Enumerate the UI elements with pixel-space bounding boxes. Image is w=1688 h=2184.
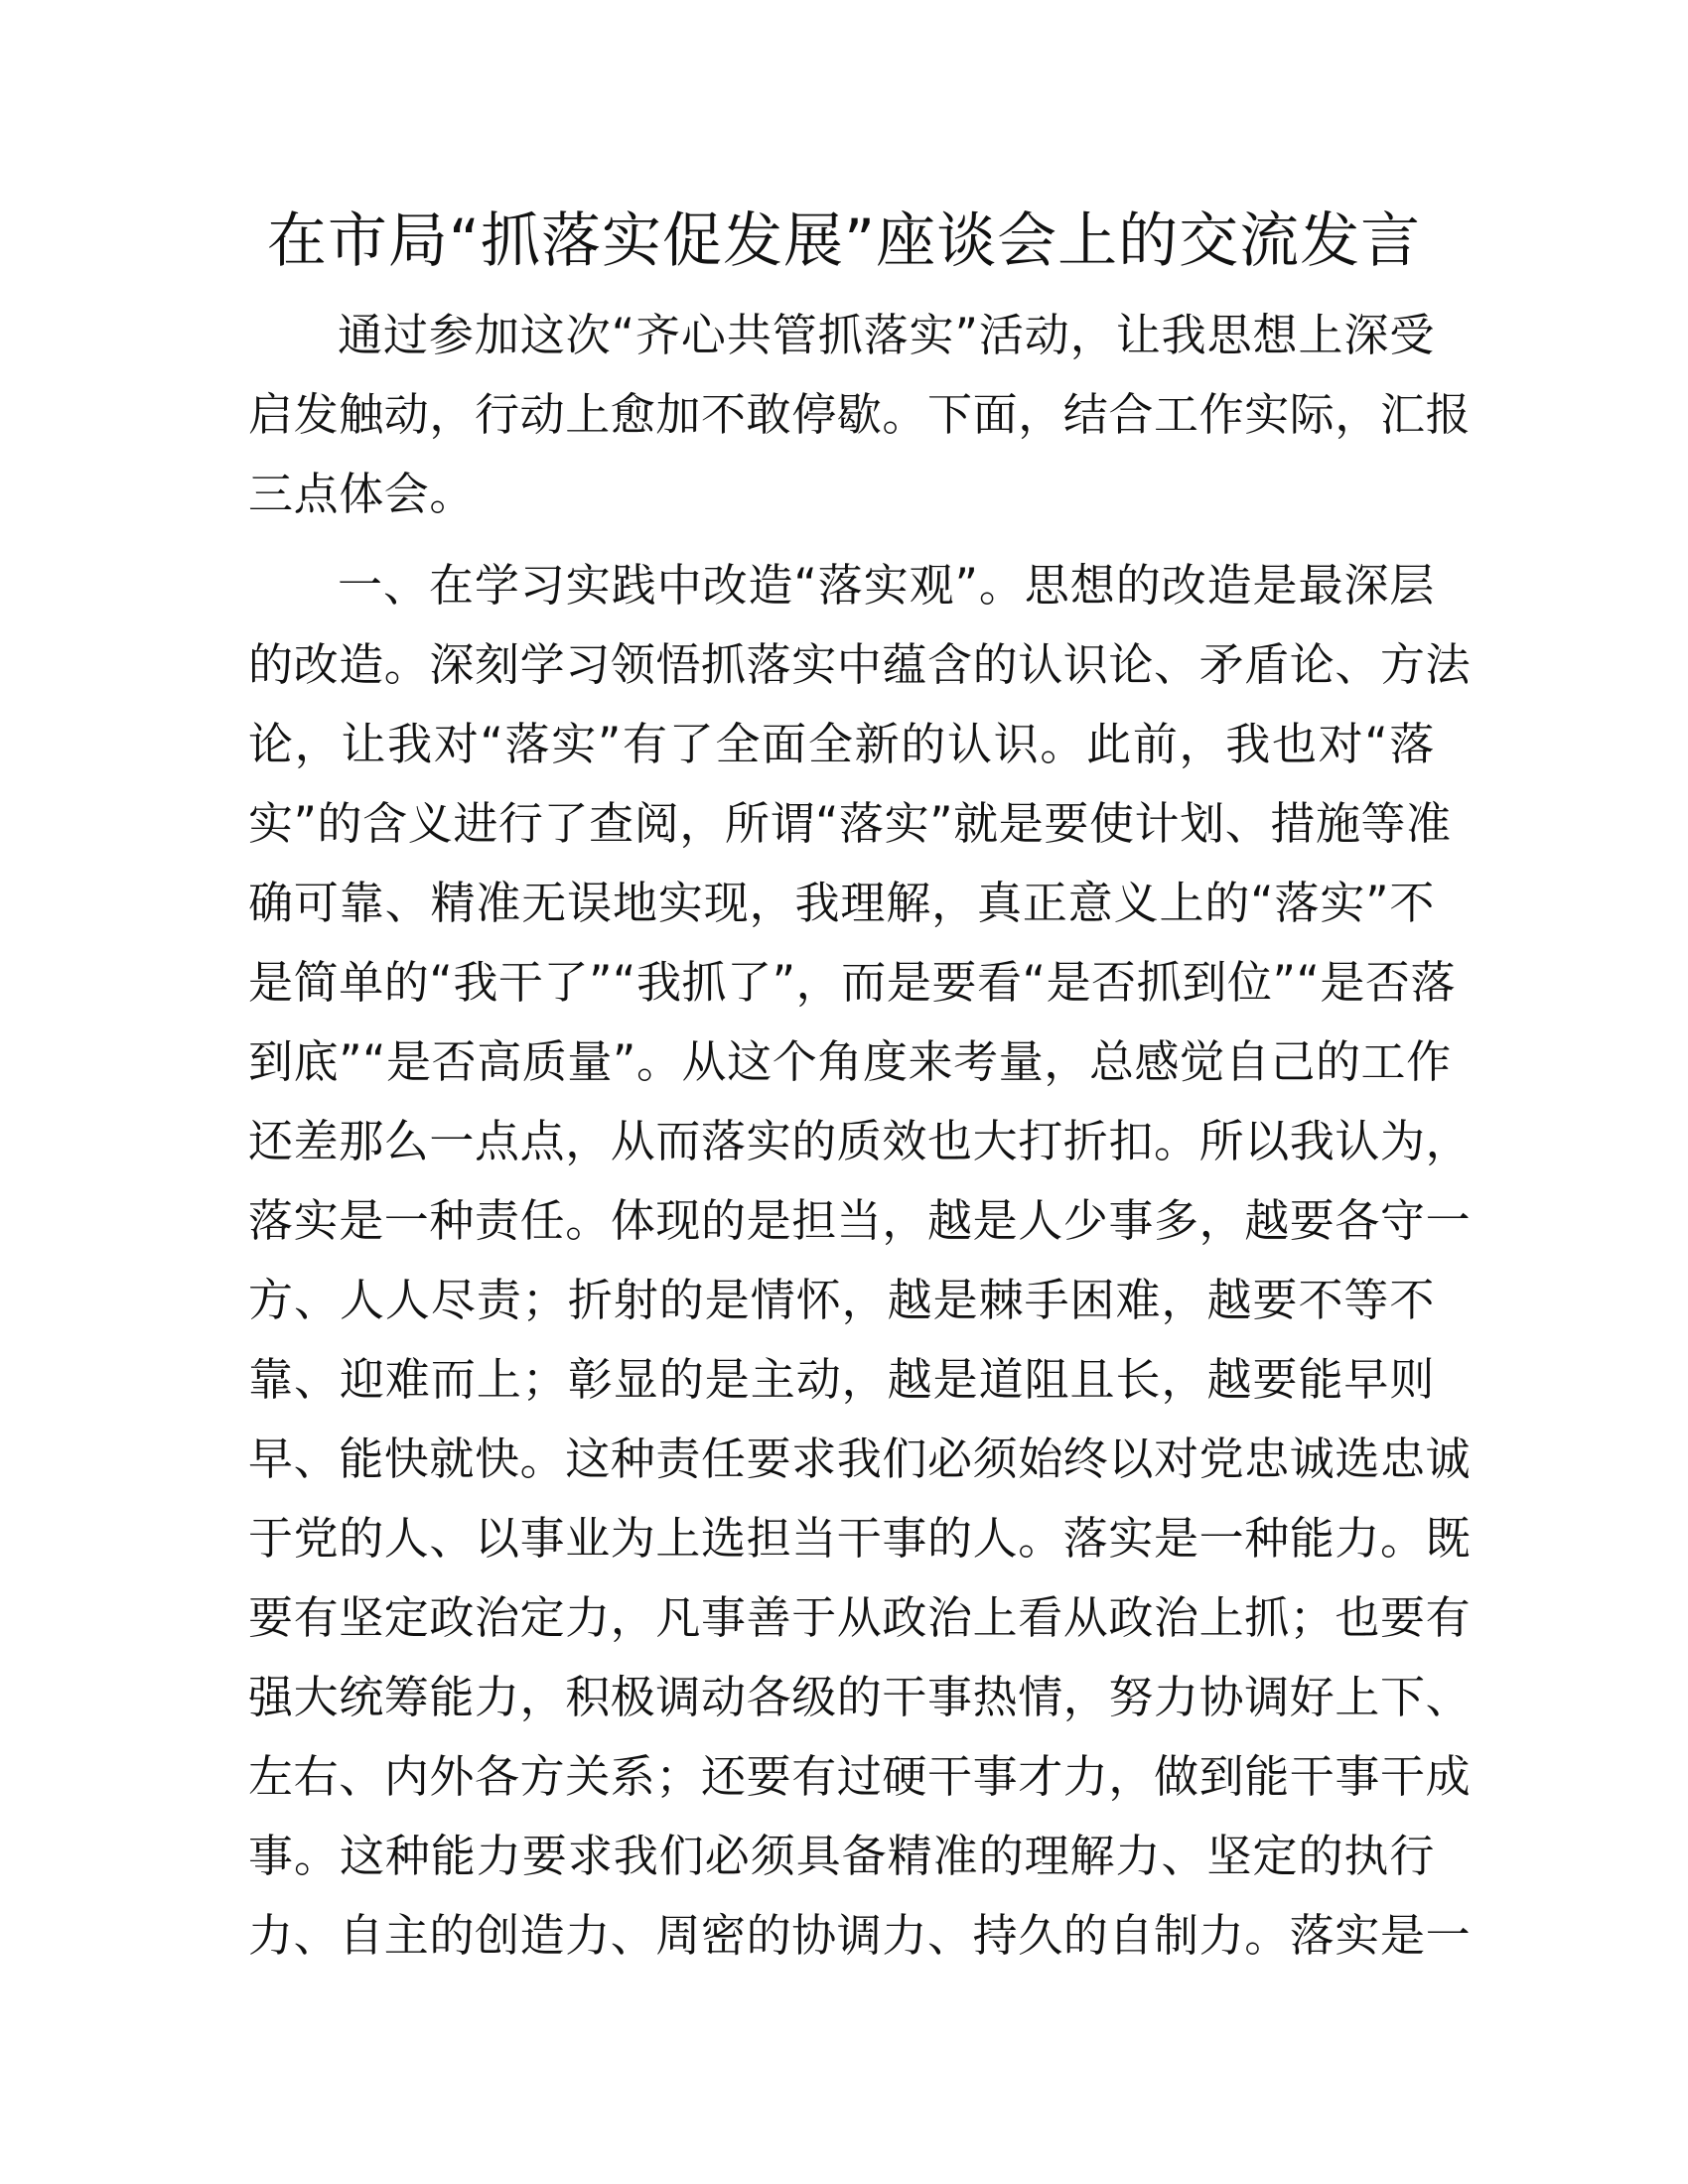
text-line: 强大统筹能力，积极调动各级的干事热情，努力协调好上下、 xyxy=(248,1671,1472,1723)
text-line: 是简单的“我干了”“我抓了”，而是要看“是否抓到位”“是否落 xyxy=(248,956,1457,1009)
text-line: 方、人人尽责；折射的是情怀，越是棘手困难，越要不等不 xyxy=(248,1274,1435,1326)
text-line: 于党的人、以事业为上选担当干事的人。落实是一种能力。既 xyxy=(248,1512,1472,1565)
text-line: 落实是一种责任。体现的是担当，越是人少事多，越要各守一 xyxy=(248,1194,1472,1247)
text-line: 靠、迎难而上；彰显的是主动，越是道阻且长，越要能早则 xyxy=(248,1353,1435,1406)
text-line: 一、在学习实践中改造“落实观”。思想的改造是最深层 xyxy=(338,559,1435,612)
text-line: 事。这种能力要求我们必须具备精准的理解力、坚定的执行 xyxy=(248,1830,1435,1882)
text-line: 力、自主的创造力、周密的协调力、持久的自制力。落实是一 xyxy=(248,1909,1472,1962)
paragraph-section-one xyxy=(248,546,1472,1976)
text-line: 还差那么一点点，从而落实的质效也大打折扣。所以我认为， xyxy=(248,1115,1472,1167)
text-line: 确可靠、精准无误地实现，我理解，真正意义上的“落实”不 xyxy=(248,877,1435,929)
text-line: 实”的含义进行了查阅，所谓“落实”就是要使计划、措施等准 xyxy=(248,797,1452,850)
text-line: 通过参加这次“齐心共管抓落实”活动，让我思想上深受 xyxy=(338,309,1435,361)
text-line: 左右、内外各方关系；还要有过硬干事才力，做到能干事干成 xyxy=(248,1750,1472,1803)
text-line: 启发触动，行动上愈加不敢停歇。下面，结合工作实际，汇报 xyxy=(248,388,1472,441)
text-line: 要有坚定政治定力，凡事善于从政治上看从政治上抓；也要有 xyxy=(248,1591,1472,1644)
text-line: 早、能快就快。这种责任要求我们必须始终以对党忠诚选忠诚 xyxy=(248,1433,1472,1485)
text-line: 到底”“是否高质量”。从这个角度来考量，总感觉自己的工作 xyxy=(248,1035,1452,1088)
text-line: 三点体会。 xyxy=(248,468,476,520)
text-line: 的改造。深刻学习领悟抓落实中蕴含的认识论、矛盾论、方法 xyxy=(248,638,1472,691)
document-title: 在市局“抓落实促发展”座谈会上的交流发言 xyxy=(266,206,1422,276)
document-body xyxy=(248,296,1472,1976)
paragraph-intro xyxy=(248,296,1472,534)
text-line: 论，让我对“落实”有了全面全新的认识。此前，我也对“落 xyxy=(248,718,1435,770)
